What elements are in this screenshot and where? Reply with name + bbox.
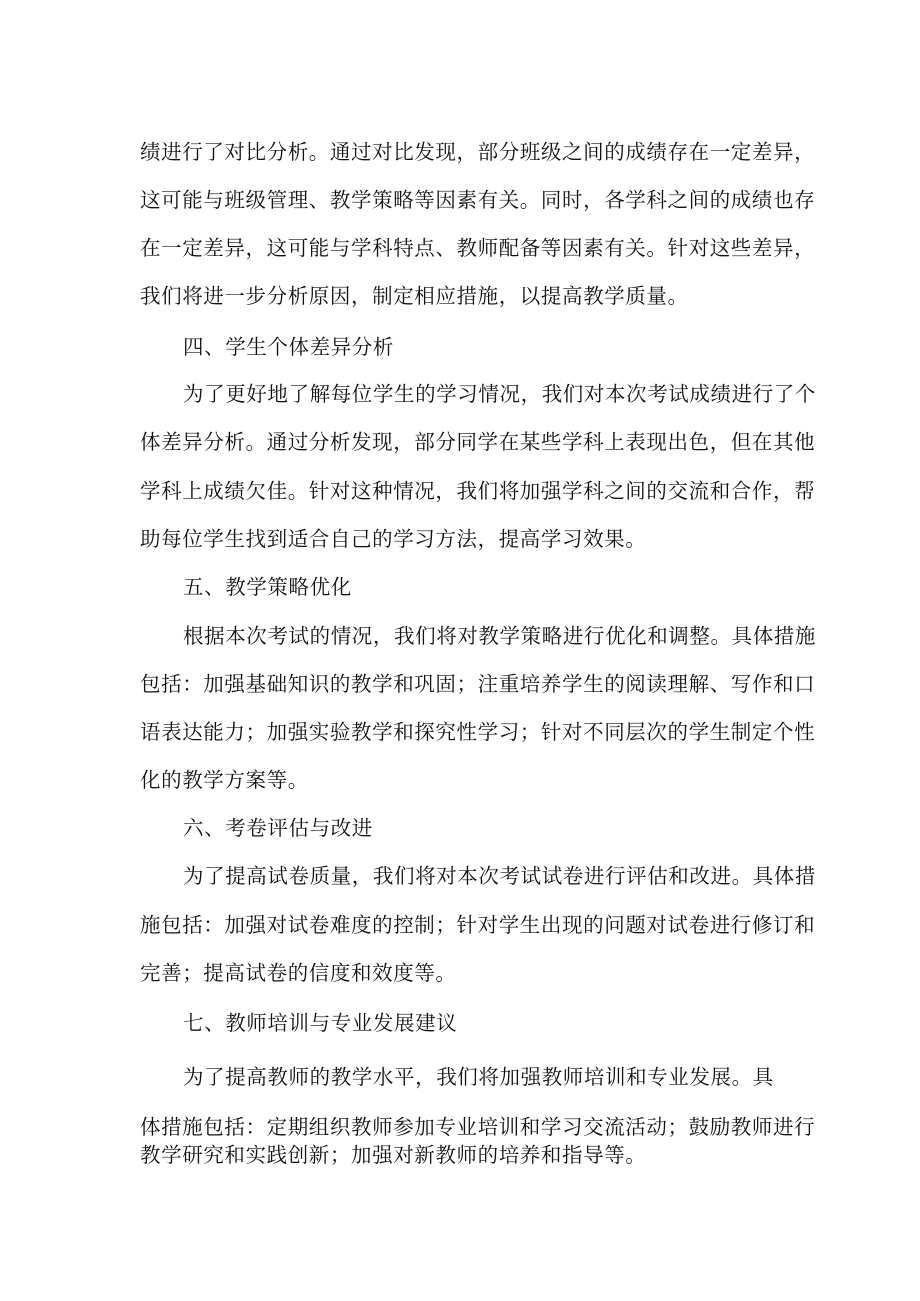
paragraph-line: 化的教学方案等。 — [140, 768, 309, 792]
section-heading: 五、教学策略优化 — [183, 575, 352, 599]
paragraph-line: 学科上成绩欠佳。针对这种情况，我们将加强学科之间的交流和合作，帮 — [140, 479, 816, 503]
paragraph-line: 为了更好地了解每位学生的学习情况，我们对本次考试成绩进行了个 — [183, 382, 816, 406]
paragraph-line: 语表达能力；加强实验教学和探究性学习；针对不同层次的学生制定个性 — [140, 720, 816, 744]
paragraph-line: 为了提高教师的教学水平，我们将加强教师培训和专业发展。具 — [183, 1065, 774, 1089]
paragraph-line: 施包括：加强对试卷难度的控制；针对学生出现的问题对试卷进行修订和 — [140, 913, 816, 937]
section-heading: 四、学生个体差异分析 — [183, 335, 394, 359]
section-heading: 六、考卷评估与改进 — [183, 816, 373, 840]
paragraph-line: 包括：加强基础知识的教学和巩固；注重培养学生的阅读理解、写作和口 — [140, 672, 816, 696]
paragraph-line: 在一定差异，这可能与学科特点、教师配备等因素有关。针对这些差异， — [140, 236, 816, 260]
paragraph-line: 绩进行了对比分析。通过对比发现，部分班级之间的成绩存在一定差异， — [140, 140, 816, 164]
paragraph-line: 体差异分析。通过分析发现，部分同学在某些学科上表现出色，但在其他 — [140, 430, 816, 454]
paragraph-line: 体措施包括：定期组织教师参加专业培训和学习交流活动；鼓励教师进行 — [140, 1115, 816, 1139]
paragraph-line: 这可能与班级管理、教学策略等因素有关。同时，各学科之间的成绩也存 — [140, 188, 816, 212]
paragraph-line: 根据本次考试的情况，我们将对教学策略进行优化和调整。具体措施 — [183, 624, 816, 648]
paragraph-line: 教学研究和实践创新；加强对新教师的培养和指导等。 — [140, 1143, 647, 1167]
paragraph-line: 我们将进一步分析原因，制定相应措施，以提高教学质量。 — [140, 284, 689, 308]
paragraph-line: 助每位学生找到适合自己的学习方法，提高学习效果。 — [140, 527, 647, 551]
paragraph-line: 完善；提高试卷的信度和效度等。 — [140, 961, 457, 985]
paragraph-line: 为了提高试卷质量，我们将对本次考试试卷进行评估和改进。具体措 — [183, 864, 816, 888]
section-heading: 七、教师培训与专业发展建议 — [183, 1011, 458, 1035]
